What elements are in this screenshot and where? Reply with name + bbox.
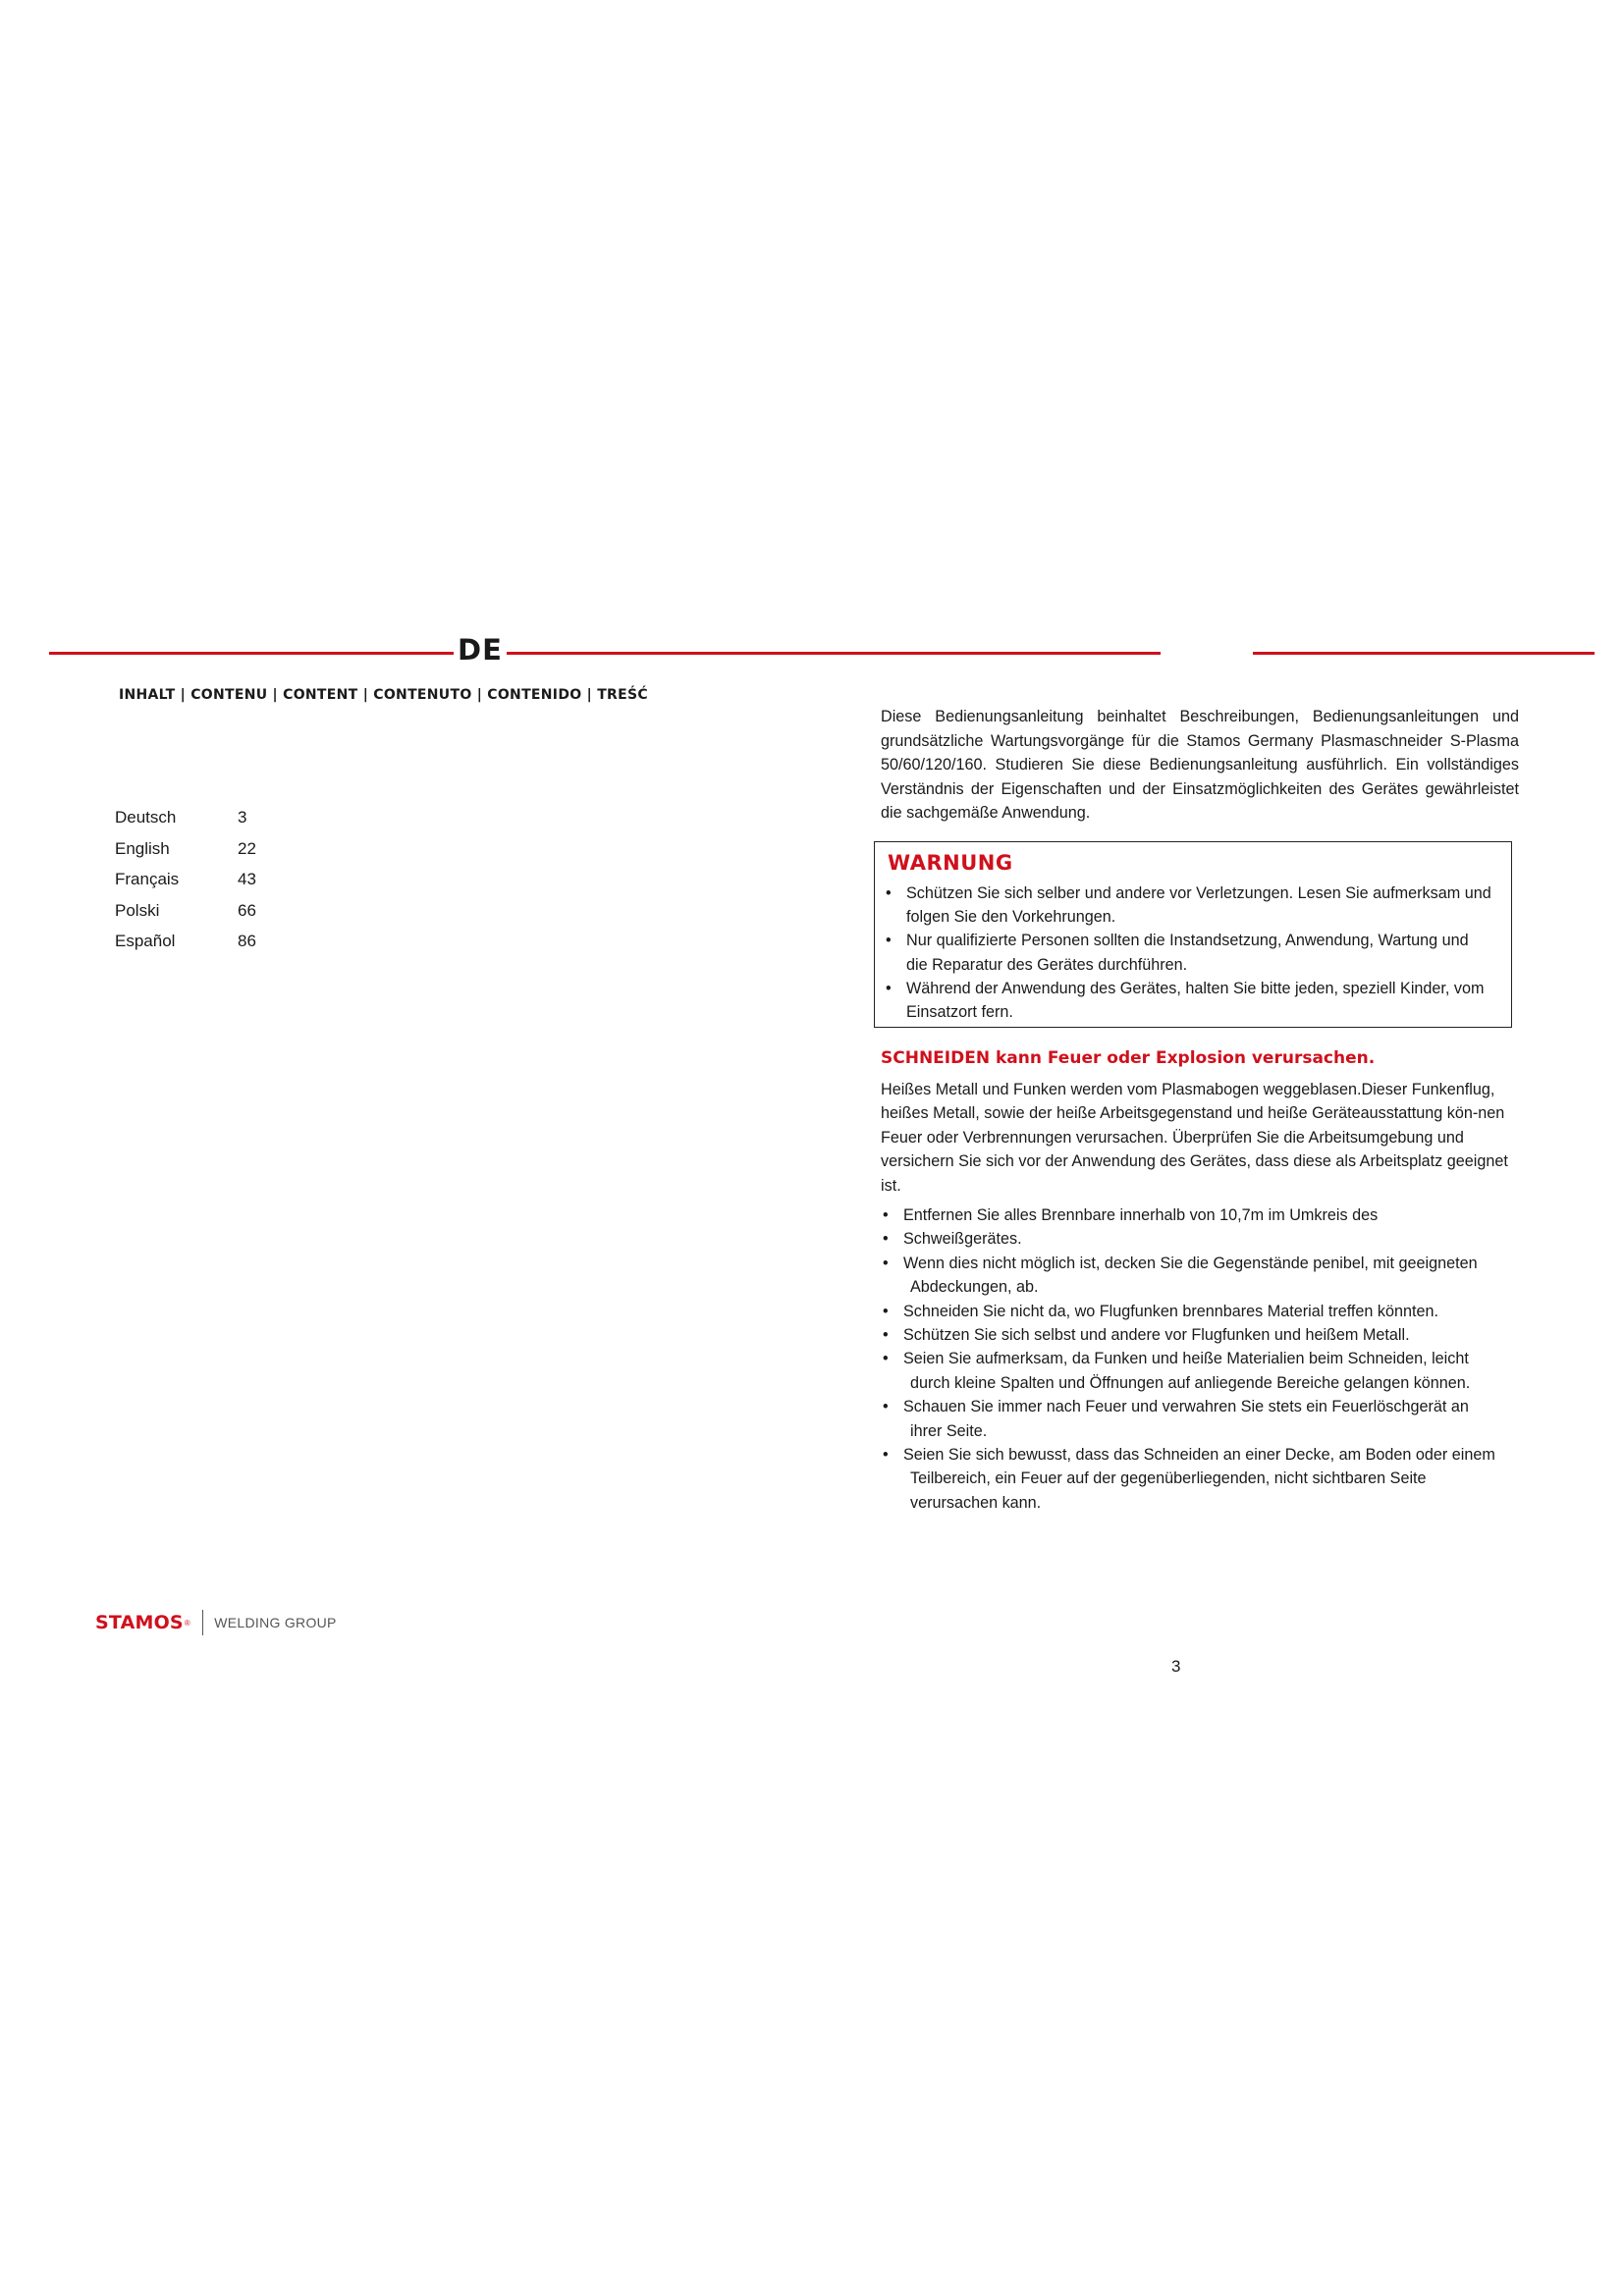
toc-page: 66 (238, 900, 256, 920)
header-rule-right (1253, 652, 1595, 655)
registered-mark: ® (184, 1618, 190, 1628)
warning-item-line: Einsatzort fern. (906, 1003, 1013, 1022)
warning-item-line: Nur qualifizierte Personen sollten die Instandsetzung, Anwendung, Wartung und (906, 932, 1469, 950)
bullet-icon: • (883, 1302, 889, 1320)
bullet-icon: • (883, 1446, 889, 1465)
warning-item-line: die Reparatur des Gerätes durchführen. (906, 955, 1188, 974)
toc-row[interactable] (115, 864, 277, 895)
toc-page: 22 (238, 838, 256, 858)
bullet-icon: • (886, 884, 892, 902)
cutting-item-line: durch kleine Spalten und Öffnungen auf anliegende Bereiche gelangen können. (910, 1373, 1471, 1392)
language-code: DE (454, 632, 507, 667)
toc-row[interactable] (115, 895, 277, 927)
bullet-icon: • (883, 1206, 889, 1224)
cutting-list (881, 1203, 1519, 1515)
warning-item-line: Während der Anwendung des Gerätes, halten Sie bitte jeden, speziell Kinder, vom (906, 979, 1485, 997)
cutting-item-line: Entfernen Sie alles Brennbare innerhalb von 10,7m im Umkreis des (903, 1206, 1379, 1224)
toc-row[interactable] (115, 802, 277, 833)
toc-row[interactable] (115, 833, 277, 865)
stamos-logo (95, 1608, 337, 1637)
cutting-item-line: Teilbereich, ein Feuer auf der gegenüberliegenden, nicht sichtbaren Seite (910, 1469, 1427, 1488)
cutting-item (881, 1252, 1519, 1300)
page-number: 3 (1171, 1657, 1181, 1676)
toc-page: 3 (238, 808, 247, 827)
logo-brand: STAMOS (95, 1612, 184, 1633)
warning-box (874, 841, 1512, 1028)
cutting-item (881, 1395, 1519, 1443)
cutting-item-line: Schauen Sie immer nach Feuer und verwahren Sie stets ein Feuerlöschgerät an (903, 1398, 1469, 1416)
toc-language: Deutsch (115, 808, 177, 827)
cutting-item-line: Seien Sie sich bewusst, dass das Schneiden an einer Decke, am Boden oder einem (903, 1446, 1495, 1465)
header-rule-left (49, 652, 1161, 655)
warning-item-line: Schützen Sie sich selber und andere vor Verletzungen. Lesen Sie aufmerksam und (906, 884, 1491, 902)
bullet-icon: • (886, 932, 892, 950)
cutting-item-line: Seien Sie aufmerksam, da Funken und heiße Materialien beim Schneiden, leicht (903, 1350, 1469, 1368)
bullet-icon: • (883, 1398, 889, 1416)
toc-language: Polski (115, 900, 160, 920)
warning-item (884, 977, 1507, 1024)
bullet-icon: • (883, 1230, 889, 1249)
cutting-item (881, 1227, 1519, 1251)
contents-heading: INHALT | CONTENU | CONTENT | CONTENUTO | CONTENIDO | TREŚĆ (119, 687, 648, 703)
cutting-item-line: Schneiden Sie nicht da, wo Flugfunken brennbares Material treffen könnten. (903, 1302, 1439, 1320)
warning-item (884, 881, 1507, 929)
cutting-item (881, 1300, 1519, 1323)
warning-item-line: folgen Sie den Vorkehrungen. (906, 908, 1116, 927)
cutting-item-line: Schweißgerätes. (903, 1230, 1022, 1249)
toc-page: 43 (238, 870, 256, 888)
cutting-item-line: verursachen kann. (910, 1493, 1042, 1512)
bullet-icon: • (883, 1350, 889, 1368)
logo-tagline: WELDING GROUP (214, 1615, 337, 1630)
toc-page: 86 (238, 932, 256, 950)
cutting-item (881, 1347, 1519, 1395)
logo-separator (202, 1610, 204, 1635)
intro-paragraph: Diese Bedienungsanleitung beinhaltet Beschreibungen, Bedienungsanleitungen und grundsätzliche Wartungsvorgänge für die Stamos Germany Plasmaschneider S-Plasma 50/60/120/160. Studieren Sie diese Bedienungsanleitung ausführlich. Ein vollständiges Verständnis der Eigenschaften und der Einsatzmöglichkeiten des Gerätes gewährleistet die sachgemäße Anwendung. (881, 708, 1519, 822)
toc-language: English (115, 838, 170, 858)
warning-list (884, 881, 1507, 1024)
bullet-icon: • (883, 1254, 889, 1272)
toc-language: Français (115, 870, 180, 888)
cutting-item-line: Wenn dies nicht möglich ist, decken Sie die Gegenstände penibel, mit geeigneten (903, 1254, 1478, 1272)
toc-row[interactable] (115, 926, 277, 957)
cutting-item-line: ihrer Seite. (910, 1421, 988, 1440)
bullet-icon: • (886, 979, 892, 997)
toc-language: Español (115, 932, 176, 950)
cutting-item (881, 1443, 1519, 1515)
cutting-section-title: SCHNEIDEN kann Feuer oder Explosion verursachen. (881, 1048, 1376, 1068)
cutting-item-line: Schützen Sie sich selbst und andere vor Flugfunken und heißem Metall. (903, 1326, 1410, 1345)
cutting-item (881, 1323, 1519, 1347)
warning-title: WARNUNG (888, 851, 1013, 875)
warning-item (884, 929, 1507, 976)
bullet-icon: • (883, 1326, 889, 1345)
cutting-paragraph: Heißes Metall und Funken werden vom Plasmabogen weggeblasen.Dieser Funkenflug, heißes Metall, sowie der heiße Arbeitsgegenstand und heiße Geräteausstattung kön-nen Feuer oder Verbrennungen verursachen. Überprüfen Sie die Arbeitsumgebung und versichern Sie sich vor der Anwendung des Gerätes, dass diese als Arbeitsplatz geeignet ist. (881, 1081, 1508, 1195)
table-of-contents (115, 802, 277, 957)
cutting-item (881, 1203, 1519, 1227)
cutting-item-line: Abdeckungen, ab. (910, 1278, 1039, 1297)
